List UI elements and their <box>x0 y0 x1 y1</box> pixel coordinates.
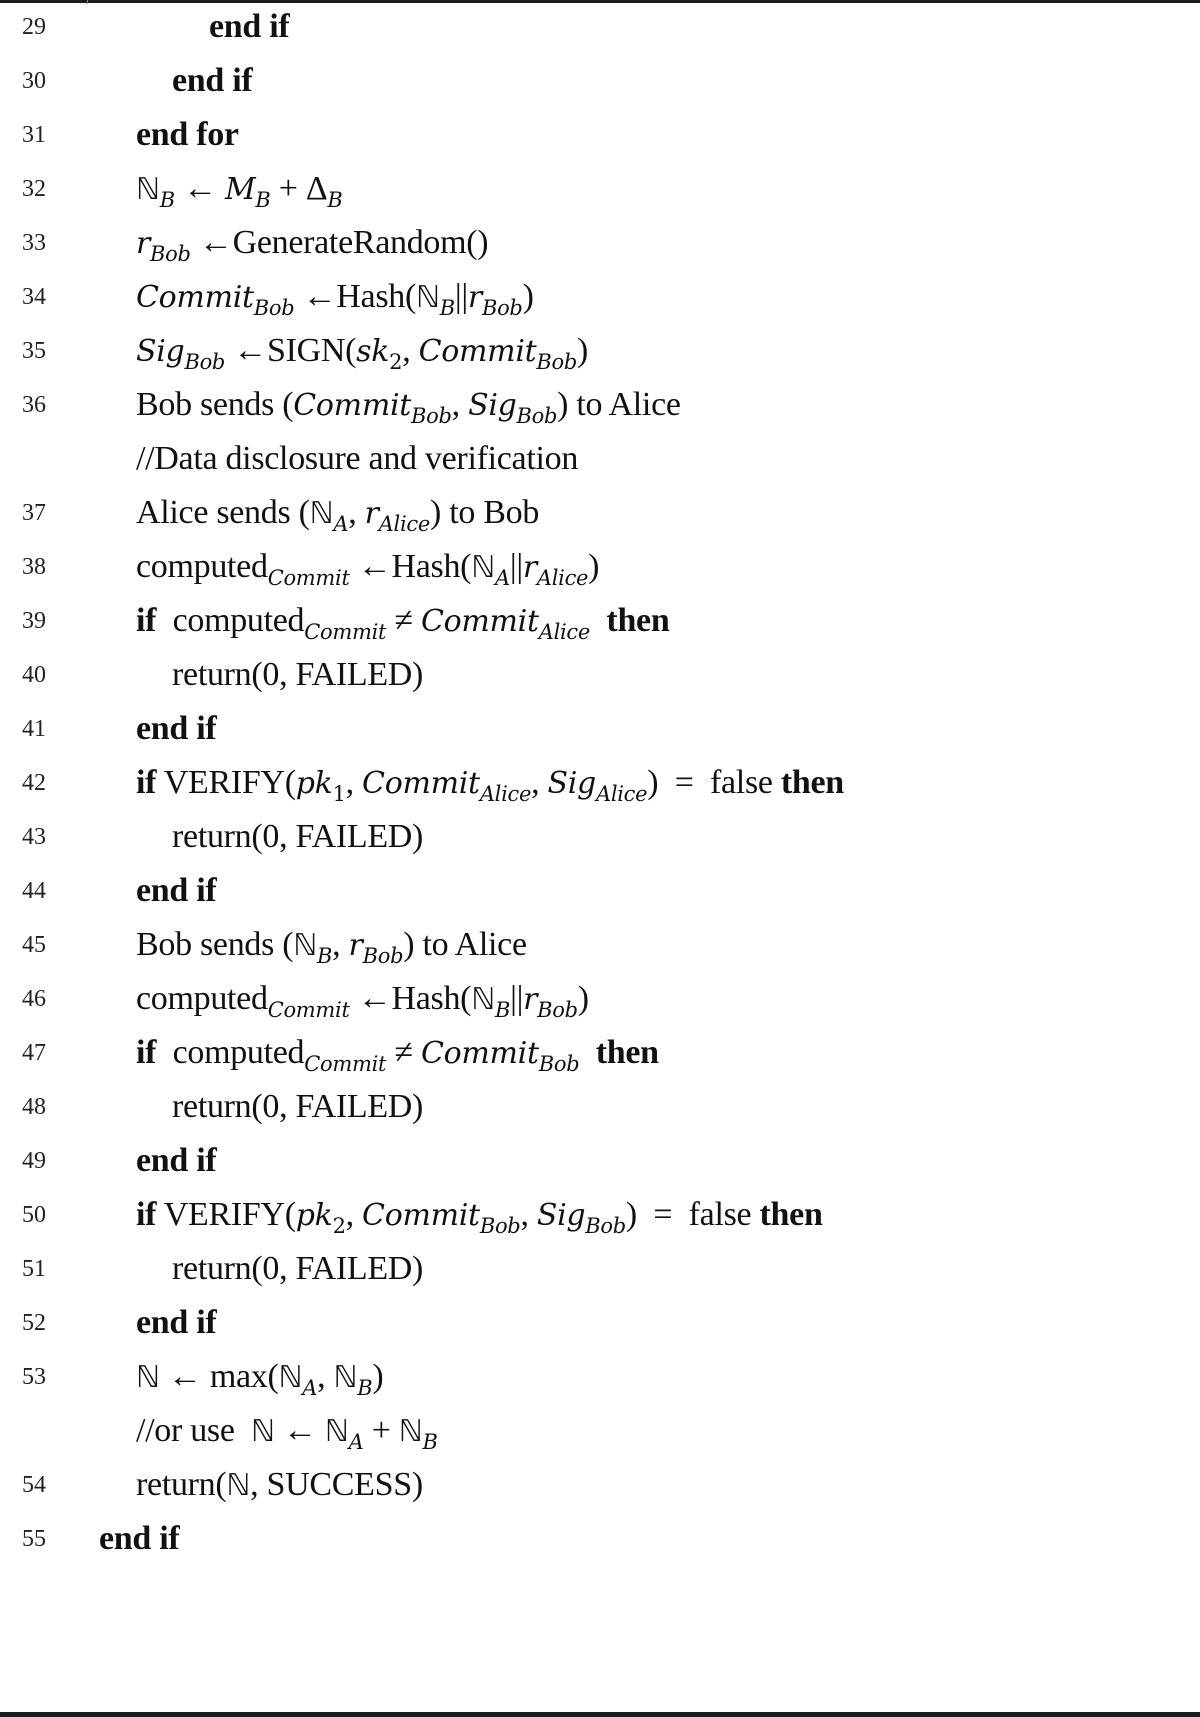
algorithm-line <box>0 270 1200 324</box>
line-number: 40 <box>22 662 46 688</box>
algorithm-line <box>0 1080 1200 1134</box>
algorithm-line <box>0 486 1200 540</box>
algorithm-line <box>0 1350 1200 1404</box>
line-code: if $VERIFY(pk_2$, Commit$_{Bob}$, Sig$_{Bob}$) = false then <box>136 1196 823 1238</box>
line-code: if computed$_{Commit}$ ≠ Commit$_{Bob}$ then <box>136 1034 659 1076</box>
line-code: Sig$_{Bob}$ $\leftarrow SIGN(sk_2$, Commit$_{Bob}$) <box>136 332 589 374</box>
line-number: 36 <box>22 392 46 418</box>
algorithm-line <box>0 756 1200 810</box>
line-number: 55 <box>22 1526 46 1552</box>
algorithm-line <box>0 54 1200 108</box>
algorithm-line <box>0 810 1200 864</box>
line-code: ℕ$_B$ ← $M_B + \Delta_B$ <box>136 170 343 212</box>
line-code: Bob sends (ℕ$_B$, $r_{Bob}$) to Alice <box>136 926 527 968</box>
line-code: if computed$_{Commit}$ ≠ Commit$_{Alice}$ then <box>136 602 670 644</box>
algorithm-line <box>0 648 1200 702</box>
algorithm-line <box>0 1188 1200 1242</box>
line-number: 46 <box>22 986 46 1012</box>
algorithm-line <box>0 864 1200 918</box>
line-number: 45 <box>22 932 46 958</box>
line-code: end if <box>136 710 217 747</box>
line-number: 33 <box>22 230 46 256</box>
algorithm-line <box>0 594 1200 648</box>
algorithm-line <box>0 1512 1200 1566</box>
line-code: return(ℕ, SUCCESS) <box>136 1466 423 1503</box>
line-code: Commit$_{Bob}$ $\leftarrow Hash(ℕ_B||r_{Bob})$ <box>136 278 534 320</box>
line-code: $r_{Bob}$ ←GenerateRandom() <box>136 224 489 266</box>
line-number: 51 <box>22 1256 46 1282</box>
line-code: end if <box>136 1304 217 1341</box>
keyword-end-if: end if <box>209 8 290 45</box>
algorithm-line <box>0 324 1200 378</box>
algorithm-line <box>0 1242 1200 1296</box>
algorithm-line <box>0 0 1200 54</box>
algorithm-line <box>0 1404 1200 1458</box>
algorithm-line <box>0 108 1200 162</box>
line-number: 37 <box>22 500 46 526</box>
line-number: 43 <box>22 824 46 850</box>
line-number: 44 <box>22 878 46 904</box>
line-code: computed$_{Commit}$ $\leftarrow Hash(ℕ_B||r_{Bob})$ <box>136 980 589 1022</box>
line-code <box>172 54 252 108</box>
line-code <box>209 0 289 54</box>
line-number: 54 <box>22 1472 46 1498</box>
line-number: 35 <box>22 338 46 364</box>
line-number: 52 <box>22 1310 46 1336</box>
line-number: 31 <box>22 122 46 148</box>
line-number: 39 <box>22 608 46 634</box>
line-number: 53 <box>22 1364 46 1390</box>
algorithm-line <box>0 216 1200 270</box>
line-code: return(0, FAILED) <box>172 1088 424 1125</box>
algorithm-line <box>0 1026 1200 1080</box>
algorithm-line <box>0 378 1200 432</box>
line-number: 34 <box>22 284 46 310</box>
keyword-end-for: end for <box>136 116 239 153</box>
line-number: 48 <box>22 1094 46 1120</box>
line-number: 38 <box>22 554 46 580</box>
algorithm-line <box>0 1458 1200 1512</box>
line-number: 41 <box>22 716 46 742</box>
line-code: ℕ ← max(ℕ$_A$, ℕ$_B$) <box>136 1358 384 1400</box>
line-code: end if <box>136 872 217 909</box>
line-code: computed$_{Commit}$ $\leftarrow Hash(ℕ_A||r_{Alice})$ <box>136 548 600 590</box>
line-code <box>136 108 239 162</box>
algorithm-line <box>0 702 1200 756</box>
line-number: 49 <box>22 1148 46 1174</box>
line-code: end if <box>136 1142 217 1179</box>
keyword-end-if: end if <box>172 62 253 99</box>
line-number: 29 <box>22 14 46 40</box>
line-code: if $VERIFY(pk_1$, Commit$_{Alice}$, Sig$_{Alice}$) = false then <box>136 764 844 806</box>
comment-text: //Data disclosure and verification <box>136 440 579 477</box>
line-number: 30 <box>22 68 46 94</box>
line-number: 32 <box>22 176 46 202</box>
algorithm-line <box>0 918 1200 972</box>
line-code: return(0, FAILED) <box>172 1250 424 1287</box>
algorithm-line <box>0 1296 1200 1350</box>
comment-text: //or use ℕ ← ℕ$_A$ + ℕ$_B$ <box>136 1412 438 1454</box>
algorithm-line <box>0 432 1200 486</box>
line-code: end if <box>99 1520 180 1557</box>
line-number: 50 <box>22 1202 46 1228</box>
line-code: return(0, FAILED) <box>172 818 424 855</box>
bottom-rule <box>0 1712 1200 1717</box>
algorithm-line <box>0 162 1200 216</box>
algorithm-line <box>0 1134 1200 1188</box>
line-number: 42 <box>22 770 46 796</box>
line-code: Alice sends (ℕ$_A$, $r_{Alice}$) to Bob <box>136 494 540 536</box>
line-code: return(0, FAILED) <box>172 656 424 693</box>
line-code: Bob sends (Commit$_{Bob}$, Sig$_{Bob}$) to Alice <box>136 386 681 428</box>
algorithm-line <box>0 540 1200 594</box>
line-number: 47 <box>22 1040 46 1066</box>
algorithm-line <box>0 972 1200 1026</box>
